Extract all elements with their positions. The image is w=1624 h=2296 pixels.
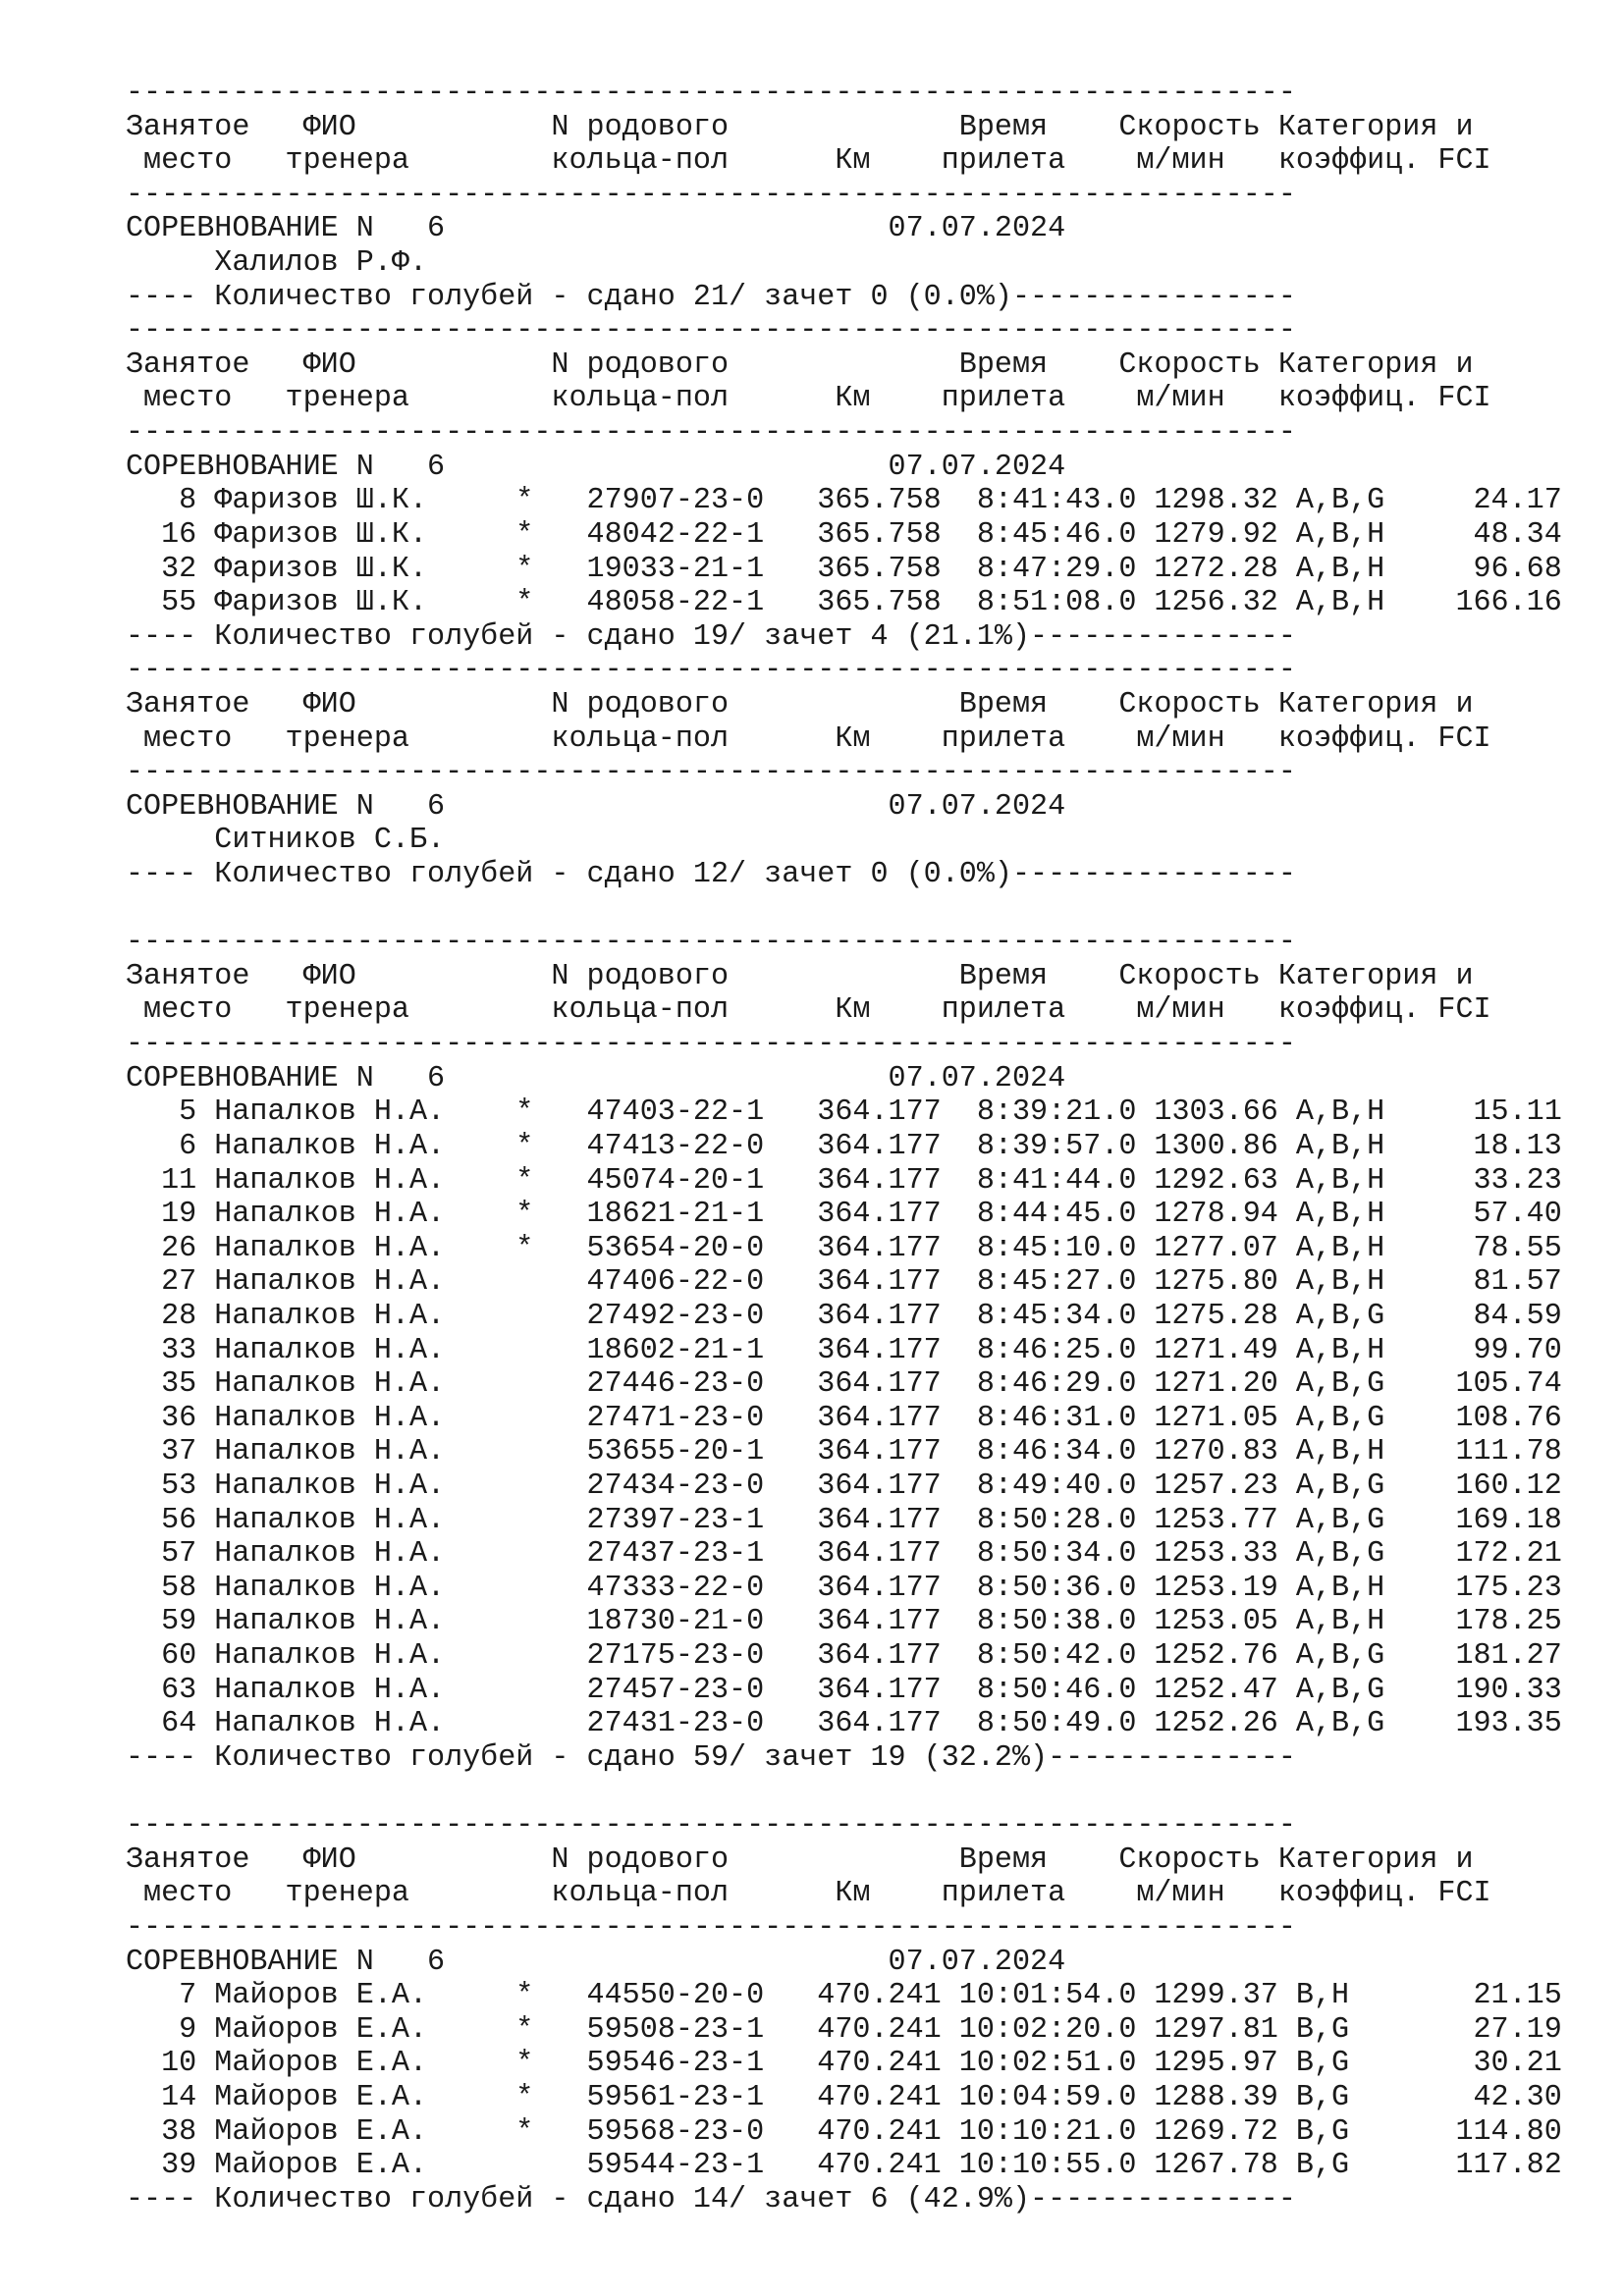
- column-header-line: место тренера кольца-пол Км прилета м/мин коэффиц. FCI: [126, 721, 1491, 756]
- results-report: [126, 77, 1598, 2216]
- result-row: 10 Майоров Е.А. * 59546-23-1 470.241 10:02:51.0 1295.97 B,G 30.21: [126, 2047, 1562, 2081]
- column-header-line: Занятое ФИО N родового Время Скорость Категория и: [126, 347, 1474, 382]
- result-row: 35 Напалков Н.А. 27446-23-0 364.177 8:46:29.0 1271.20 A,B,G 105.74: [126, 1367, 1562, 1402]
- result-row: 28 Напалков Н.А. 27492-23-0 364.177 8:45:34.0 1275.28 A,B,G 84.59: [126, 1299, 1562, 1333]
- owner-name: Халилов Р.Ф.: [126, 246, 428, 281]
- result-row: 19 Напалков Н.А. * 18621-21-1 364.177 8:44:45.0 1278.94 A,B,H 57.40: [126, 1198, 1562, 1232]
- result-row: 16 Фаризов Ш.К. * 48042-22-1 365.758 8:45:46.0 1279.92 A,B,H 48.34: [126, 517, 1562, 552]
- section-summary: ---- Количество голубей - сдано 14/ зачет 6 (42.9%)---------------: [126, 2182, 1296, 2216]
- column-header-line: Занятое ФИО N родового Время Скорость Категория и: [126, 1842, 1474, 1877]
- column-header-line: место тренера кольца-пол Км прилета м/мин коэффиц. FCI: [126, 1877, 1491, 1911]
- competition-title: СОРЕВНОВАНИЕ N 6 07.07.2024: [126, 1945, 1066, 1979]
- result-row: 11 Напалков Н.А. * 45074-20-1 364.177 8:41:44.0 1292.63 A,B,H 33.23: [126, 1163, 1562, 1198]
- owner-name: Ситников С.Б.: [126, 824, 446, 858]
- result-row: 58 Напалков Н.А. 47333-22-0 364.177 8:50:36.0 1253.19 A,B,H 175.23: [126, 1571, 1562, 1605]
- section-summary: ---- Количество голубей - сдано 12/ зачет 0 (0.0%)----------------: [126, 858, 1296, 892]
- separator-line: ------------------------------------------------------------------: [126, 178, 1296, 212]
- competition-title: СОРЕВНОВАНИЕ N 6 07.07.2024: [126, 450, 1066, 484]
- result-row: 59 Напалков Н.А. 18730-21-0 364.177 8:50:38.0 1253.05 A,B,H 178.25: [126, 1605, 1562, 1639]
- column-header-line: Занятое ФИО N родового Время Скорость Категория и: [126, 959, 1474, 993]
- result-row: 36 Напалков Н.А. 27471-23-0 364.177 8:46:31.0 1271.05 A,B,G 108.76: [126, 1401, 1562, 1435]
- result-row: 5 Напалков Н.А. * 47403-22-1 364.177 8:39:21.0 1303.66 A,B,H 15.11: [126, 1095, 1562, 1130]
- result-row: 8 Фаризов Ш.К. * 27907-23-0 365.758 8:41:43.0 1298.32 A,B,G 24.17: [126, 484, 1562, 518]
- column-header-line: Занятое ФИО N родового Время Скорость Категория и: [126, 110, 1474, 144]
- competition-title: СОРЕВНОВАНИЕ N 6 07.07.2024: [126, 1061, 1066, 1095]
- column-header-line: место тренера кольца-пол Км прилета м/мин коэффиц. FCI: [126, 144, 1491, 179]
- competition-title: СОРЕВНОВАНИЕ N 6 07.07.2024: [126, 789, 1066, 824]
- result-row: 55 Фаризов Ш.К. * 48058-22-1 365.758 8:51:08.0 1256.32 A,B,H 166.16: [126, 586, 1562, 620]
- separator-line: ------------------------------------------------------------------: [126, 1910, 1296, 1945]
- column-header-line: место тренера кольца-пол Км прилета м/мин коэффиц. FCI: [126, 993, 1491, 1028]
- separator-line: ------------------------------------------------------------------: [126, 314, 1296, 348]
- column-header-line: место тренера кольца-пол Км прилета м/мин коэффиц. FCI: [126, 382, 1491, 416]
- spacer: [126, 1775, 1598, 1809]
- result-row: 26 Напалков Н.А. * 53654-20-0 364.177 8:45:10.0 1277.07 A,B,H 78.55: [126, 1231, 1562, 1265]
- result-row: 60 Напалков Н.А. 27175-23-0 364.177 8:50:42.0 1252.76 A,B,G 181.27: [126, 1639, 1562, 1674]
- section-summary: ---- Количество голубей - сдано 59/ зачет 19 (32.2%)--------------: [126, 1740, 1296, 1775]
- separator-line: ------------------------------------------------------------------: [126, 756, 1296, 790]
- result-row: 32 Фаризов Ш.К. * 19033-21-1 365.758 8:47:29.0 1272.28 A,B,H 96.68: [126, 552, 1562, 586]
- section-summary: ---- Количество голубей - сдано 19/ зачет 4 (21.1%)---------------: [126, 619, 1296, 654]
- separator-line: ------------------------------------------------------------------: [126, 77, 1296, 110]
- competition-title: СОРЕВНОВАНИЕ N 6 07.07.2024: [126, 212, 1066, 246]
- column-header-line: Занятое ФИО N родового Время Скорость Категория и: [126, 687, 1474, 721]
- separator-line: ------------------------------------------------------------------: [126, 926, 1296, 960]
- result-row: 14 Майоров Е.А. * 59561-23-1 470.241 10:04:59.0 1288.39 B,G 42.30: [126, 2080, 1562, 2114]
- separator-line: ------------------------------------------------------------------: [126, 654, 1296, 688]
- result-row: 37 Напалков Н.А. 53655-20-1 364.177 8:46:34.0 1270.83 A,B,H 111.78: [126, 1435, 1562, 1469]
- result-row: 57 Напалков Н.А. 27437-23-1 364.177 8:50:34.0 1253.33 A,B,G 172.21: [126, 1537, 1562, 1572]
- result-row: 7 Майоров Е.А. * 44550-20-0 470.241 10:01:54.0 1299.37 B,H 21.15: [126, 1979, 1562, 2013]
- result-row: 56 Напалков Н.А. 27397-23-1 364.177 8:50:28.0 1253.77 A,B,G 169.18: [126, 1503, 1562, 1537]
- spacer: [126, 892, 1598, 927]
- separator-line: ------------------------------------------------------------------: [126, 416, 1296, 451]
- section-summary: ---- Количество голубей - сдано 21/ зачет 0 (0.0%)----------------: [126, 280, 1296, 314]
- result-row: 64 Напалков Н.А. 27431-23-0 364.177 8:50:49.0 1252.26 A,B,G 193.35: [126, 1707, 1562, 1741]
- result-row: 39 Майоров Е.А. 59544-23-1 470.241 10:10:55.0 1267.78 B,G 117.82: [126, 2149, 1562, 2183]
- result-row: 33 Напалков Н.А. 18602-21-1 364.177 8:46:25.0 1271.49 A,B,H 99.70: [126, 1333, 1562, 1367]
- result-row: 63 Напалков Н.А. 27457-23-0 364.177 8:50:46.0 1252.47 A,B,G 190.33: [126, 1673, 1562, 1707]
- separator-line: ------------------------------------------------------------------: [126, 1809, 1296, 1843]
- result-row: 6 Напалков Н.А. * 47413-22-0 364.177 8:39:57.0 1300.86 A,B,H 18.13: [126, 1129, 1562, 1163]
- result-row: 53 Напалков Н.А. 27434-23-0 364.177 8:49:40.0 1257.23 A,B,G 160.12: [126, 1468, 1562, 1503]
- result-row: 38 Майоров Е.А. * 59568-23-0 470.241 10:10:21.0 1269.72 B,G 114.80: [126, 2114, 1562, 2149]
- result-row: 27 Напалков Н.А. 47406-22-0 364.177 8:45:27.0 1275.80 A,B,H 81.57: [126, 1265, 1562, 1300]
- separator-line: ------------------------------------------------------------------: [126, 1028, 1296, 1062]
- result-row: 9 Майоров Е.А. * 59508-23-1 470.241 10:02:20.0 1297.81 B,G 27.19: [126, 2012, 1562, 2047]
